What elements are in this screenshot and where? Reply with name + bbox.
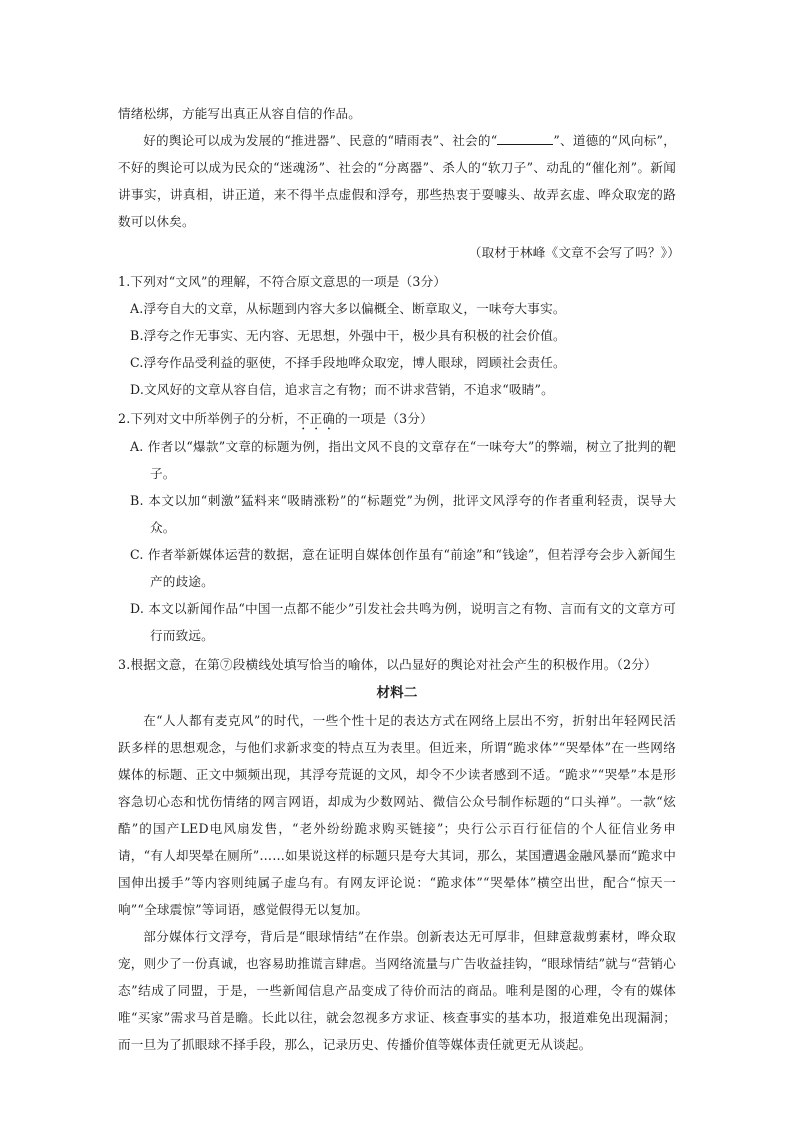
question-2-option-a: A. 作者以“爆款”文章的标题为例，指出文风不良的文章存在“一味夸大”的弊端，树立了批判的靶子。 xyxy=(130,439,676,481)
question-2-option-c: C. 作者举新媒体运营的数据，意在证明自媒体创作虽有“前途”和“钱途”，但若浮夸会步入新闻生产的歧途。 xyxy=(130,547,676,589)
question-2-option-b: B. 本文以加“刺激”猛料来“吸睛涨粉”的“标题党”为例，批评文风浮夸的作者重利轻责，误导大众。 xyxy=(130,493,676,535)
material-2-paragraph-2: 部分媒体行文浮夸，背后是“眼球情结”在作祟。创新表达无可厚非，但肆意裁剪素材，哗众取宠，则少了一份真诚，也容易助推谎言肆虐。当网络流量与广告收益挂钩，“眼球情结”就与“营销心态”结成了同盟，于是，一些新闻信息产品变成了待价而沽的商品。唯利是图的心理，令有的媒体唯“买家”需求马首是瞻。长此以往，就会忽视多方求证、核查事实的基本功，报道难免出现漏洞；而一旦为了抓眼球不择手段，那么，记录历史、传播价值等媒体责任就更无从谈起。 xyxy=(118,929,676,1052)
question-1-option-d: D.文风好的文章从容自信，追求言之有物；而不讲求营销，不追求“吸睛”。 xyxy=(130,382,554,397)
material-2-paragraph-1: 在“人人都有麦克风”的时代，一些个性十足的表达方式在网络上层出不穷，折射出年轻网民活跃多样的思想观念，与他们求新求变的特点互为表里。但近来，所谓“跪求体”“哭晕体”在一些网络媒体的标题、正文中频频出现，其浮夸荒诞的文风，却令不少读者感到不适。“跪求”“哭晕”本是形容急切心态和忧伤情绪的网言网语，却成为少数网站、微信公众号制作标题的“口头禅”。一款“炫酷”的国产LED电风扇发售，“老外纷纷跪求购买链接”；央行公示百行征信的个人征信业务申请，“有人却哭晕在厕所”……如果说这样的标题只是夸大其词，那么，某国遭遇金融风暴而“跪求中国伸出援手”等内容则纯属子虚乌有。有网友评论说：“跪求体”“哭晕体”横空出世，配合“惊天一响”“全球震惊”等词语，感觉假得无以复加。 xyxy=(118,713,676,917)
paragraph-public-opinion xyxy=(118,127,676,235)
paragraph-continued: 情绪松绑，方能写出真正从容自信的作品。 xyxy=(118,106,362,121)
question-2-option-d: D. 本文以新闻作品“中国一点都不能少”引发社会共鸣为例，说明言之有物、言而有文的文章方可行而致远。 xyxy=(130,601,676,643)
question-2-stem-part-1: 2.下列对文中所举例子的分析， xyxy=(118,411,297,426)
question-1-stem: 1.下列对“文风”的理解，不符合原文意思的一项是（3分） xyxy=(118,274,447,289)
paragraph-text-part-1: 好的舆论可以成为发展的“推进器”、民意的“晴雨表”、社会的“ xyxy=(143,133,498,148)
fill-in-blank[interactable] xyxy=(497,132,553,145)
emphasized-word: 不正确 xyxy=(296,411,336,426)
source-citation: （取材于林峰《文章不会写了吗？》） xyxy=(468,245,680,260)
material-2-heading: 材料二 xyxy=(376,685,418,701)
question-3: 3.根据文意，在第⑦段横线处填写恰当的喻体，以凸显好的舆论对社会产生的积极作用。（2分） xyxy=(118,657,657,672)
question-1-option-b: B.浮夸之作无事实、无内容、无思想，外强中干，极少具有积极的社会价值。 xyxy=(130,328,566,343)
paragraph-text-part-2: ”、道德的“风向标”，不好的舆论可以成为民众的“迷魂汤”、社会的“分离器”、杀人的“软刀子”、动乱的“催化剂”。新闻讲事实，讲真相，讲正道，来不得半点虚假和浮夸，那些热衷于耍噱头、故弄玄虚、哗众取宠的路数可以休矣。 xyxy=(118,133,677,229)
question-2-stem xyxy=(118,405,676,433)
question-1-option-c: C.浮夸作品受利益的驱使，不择手段地哗众取宠，博人眼球，罔顾社会责任。 xyxy=(130,355,566,370)
question-2-stem-part-2: 的一项是（3分） xyxy=(335,411,433,426)
question-1-option-a: A.浮夸自大的文章，从标题到内容大多以偏概全、断章取义，一味夸大事实。 xyxy=(130,301,566,316)
